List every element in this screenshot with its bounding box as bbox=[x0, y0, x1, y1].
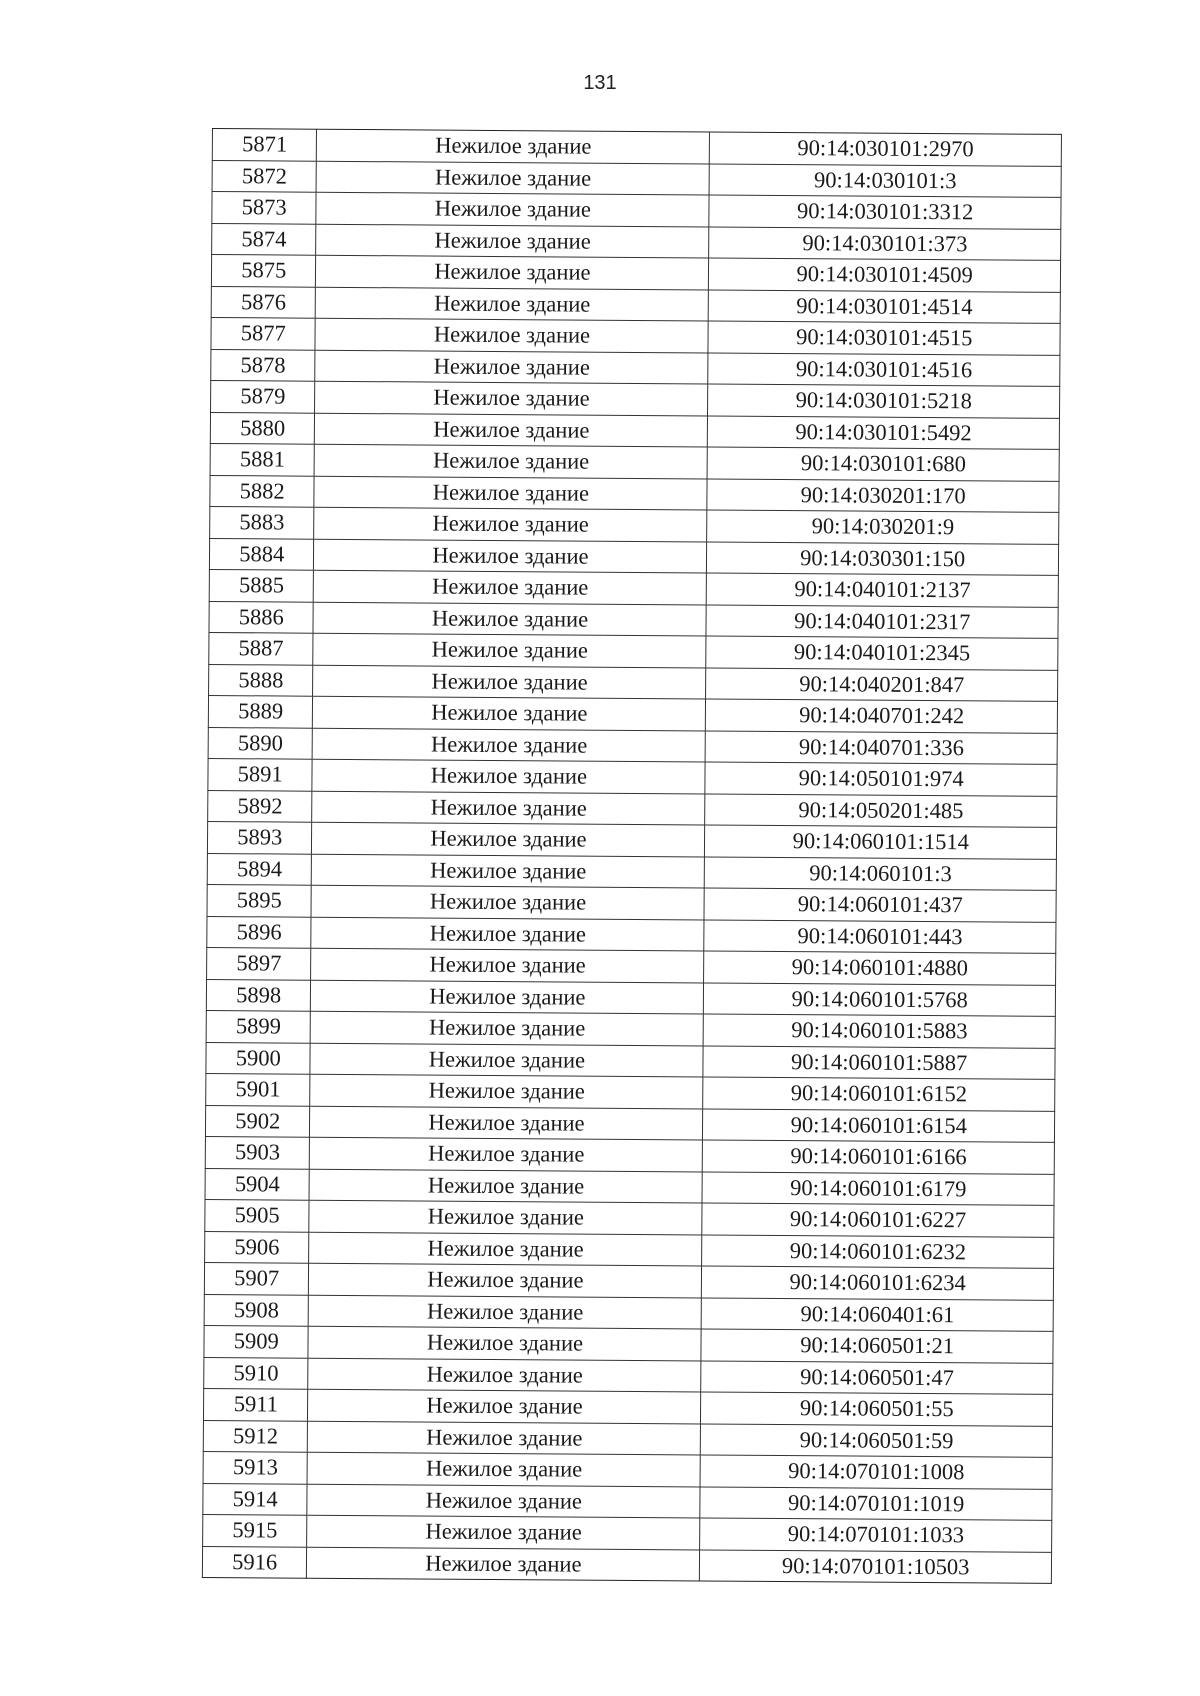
cadastral-number-cell: 90:14:060401:61 bbox=[702, 1297, 1054, 1331]
cadastral-number-cell: 90:14:040101:2345 bbox=[706, 636, 1058, 670]
object-name-cell: Нежилое здание bbox=[314, 476, 707, 510]
cadastral-number-cell: 90:14:060101:6234 bbox=[702, 1266, 1054, 1300]
object-name-cell: Нежилое здание bbox=[312, 854, 705, 888]
cadastral-number-cell: 90:14:030101:373 bbox=[709, 226, 1061, 260]
cadastral-number-cell: 90:14:060101:3 bbox=[705, 856, 1057, 890]
cadastral-number-cell: 90:14:030101:4516 bbox=[708, 352, 1060, 386]
object-name-cell: Нежилое здание bbox=[317, 129, 710, 163]
property-registry-table bbox=[202, 128, 1062, 1584]
cadastral-number-cell: 90:14:060101:1514 bbox=[705, 825, 1057, 859]
object-name-cell: Нежилое здание bbox=[309, 1263, 702, 1297]
row-number-cell: 5885 bbox=[209, 569, 314, 601]
object-name-cell: Нежилое здание bbox=[310, 1137, 703, 1171]
object-name-cell: Нежилое здание bbox=[316, 192, 709, 226]
row-number-cell: 5897 bbox=[207, 947, 312, 979]
row-number-cell: 5913 bbox=[203, 1451, 308, 1483]
cadastral-number-cell: 90:14:030201:170 bbox=[707, 478, 1059, 512]
object-name-cell: Нежилое здание bbox=[313, 633, 706, 667]
row-number-cell: 5888 bbox=[209, 664, 314, 696]
row-number-cell: 5871 bbox=[212, 129, 317, 161]
row-number-cell: 5915 bbox=[203, 1514, 308, 1546]
object-name-cell: Нежилое здание bbox=[315, 444, 708, 478]
object-name-cell: Нежилое здание bbox=[308, 1421, 701, 1455]
row-number-cell: 5882 bbox=[210, 475, 315, 507]
cadastral-number-cell: 90:14:030101:3312 bbox=[709, 195, 1061, 229]
cadastral-number-cell: 90:14:040101:2317 bbox=[706, 604, 1058, 638]
row-number-cell: 5916 bbox=[202, 1546, 307, 1578]
row-number-cell: 5901 bbox=[206, 1073, 311, 1105]
row-number-cell: 5879 bbox=[211, 380, 316, 412]
cadastral-number-cell: 90:14:060101:6232 bbox=[702, 1234, 1054, 1268]
object-name-cell: Нежилое здание bbox=[316, 224, 709, 258]
row-number-cell: 5894 bbox=[207, 853, 312, 885]
object-name-cell: Нежилое здание bbox=[313, 696, 706, 730]
cadastral-number-cell: 90:14:030101:4515 bbox=[708, 321, 1060, 355]
object-name-cell: Нежилое здание bbox=[307, 1547, 700, 1581]
row-number-cell: 5896 bbox=[207, 916, 312, 948]
row-number-cell: 5893 bbox=[207, 821, 312, 853]
row-number-cell: 5873 bbox=[212, 192, 317, 224]
object-name-cell: Нежилое здание bbox=[316, 287, 709, 321]
object-name-cell: Нежилое здание bbox=[315, 413, 708, 447]
row-number-cell: 5904 bbox=[205, 1168, 310, 1200]
object-name-cell: Нежилое здание bbox=[308, 1358, 701, 1392]
object-name-cell: Нежилое здание bbox=[310, 1106, 703, 1140]
object-name-cell: Нежилое здание bbox=[308, 1389, 701, 1423]
row-number-cell: 5874 bbox=[212, 223, 317, 255]
cadastral-number-cell: 90:14:040701:242 bbox=[706, 699, 1058, 733]
cadastral-number-cell: 90:14:060101:6152 bbox=[703, 1077, 1055, 1111]
cadastral-number-cell: 90:14:030101:5218 bbox=[708, 384, 1060, 418]
object-name-cell: Нежилое здание bbox=[308, 1452, 701, 1486]
row-number-cell: 5914 bbox=[203, 1483, 308, 1515]
cadastral-number-cell: 90:14:060101:6179 bbox=[702, 1171, 1054, 1205]
cadastral-number-cell: 90:14:040701:336 bbox=[706, 730, 1058, 764]
cadastral-number-cell: 90:14:060101:6227 bbox=[702, 1203, 1054, 1237]
row-number-cell: 5890 bbox=[208, 727, 313, 759]
object-name-cell: Нежилое здание bbox=[309, 1200, 702, 1234]
cadastral-number-cell: 90:14:060501:55 bbox=[701, 1392, 1053, 1426]
object-name-cell: Нежилое здание bbox=[311, 1011, 704, 1045]
object-name-cell: Нежилое здание bbox=[313, 602, 706, 636]
cadastral-number-cell: 90:14:030101:4509 bbox=[709, 258, 1061, 292]
object-name-cell: Нежилое здание bbox=[307, 1515, 700, 1549]
object-name-cell: Нежилое здание bbox=[309, 1232, 702, 1266]
object-name-cell: Нежилое здание bbox=[314, 539, 707, 573]
object-name-cell: Нежилое здание bbox=[313, 728, 706, 762]
object-name-cell: Нежилое здание bbox=[314, 507, 707, 541]
cadastral-number-cell: 90:14:070101:10503 bbox=[700, 1549, 1052, 1583]
row-number-cell: 5883 bbox=[210, 506, 315, 538]
row-number-cell: 5906 bbox=[205, 1231, 310, 1263]
row-number-cell: 5872 bbox=[212, 160, 317, 192]
row-number-cell: 5881 bbox=[210, 443, 315, 475]
object-name-cell: Нежилое здание bbox=[313, 665, 706, 699]
cadastral-number-cell: 90:14:060101:5768 bbox=[704, 982, 1056, 1016]
row-number-cell: 5880 bbox=[210, 412, 315, 444]
cadastral-number-cell: 90:14:060101:443 bbox=[704, 919, 1056, 953]
cadastral-number-cell: 90:14:060501:59 bbox=[701, 1423, 1053, 1457]
row-number-cell: 5911 bbox=[203, 1388, 308, 1420]
row-number-cell: 5876 bbox=[211, 286, 316, 318]
object-name-cell: Нежилое здание bbox=[307, 1484, 700, 1518]
cadastral-number-cell: 90:14:070101:1019 bbox=[700, 1486, 1052, 1520]
object-name-cell: Нежилое здание bbox=[312, 822, 705, 856]
row-number-cell: 5910 bbox=[204, 1357, 309, 1389]
cadastral-number-cell: 90:14:060101:4880 bbox=[704, 951, 1056, 985]
row-number-cell: 5907 bbox=[204, 1262, 309, 1294]
cadastral-number-cell: 90:14:060101:6166 bbox=[703, 1140, 1055, 1174]
cadastral-number-cell: 90:14:030101:5492 bbox=[708, 415, 1060, 449]
cadastral-number-cell: 90:14:030101:4514 bbox=[709, 289, 1061, 323]
object-name-cell: Нежилое здание bbox=[315, 318, 708, 352]
object-name-cell: Нежилое здание bbox=[311, 948, 704, 982]
row-number-cell: 5909 bbox=[204, 1325, 309, 1357]
cadastral-number-cell: 90:14:060101:5887 bbox=[703, 1045, 1055, 1079]
object-name-cell: Нежилое здание bbox=[311, 885, 704, 919]
object-name-cell: Нежилое здание bbox=[317, 161, 710, 195]
row-number-cell: 5889 bbox=[208, 695, 313, 727]
object-name-cell: Нежилое здание bbox=[311, 917, 704, 951]
row-number-cell: 5887 bbox=[209, 632, 314, 664]
row-number-cell: 5891 bbox=[208, 758, 313, 790]
object-name-cell: Нежилое здание bbox=[312, 759, 705, 793]
object-name-cell: Нежилое здание bbox=[310, 1074, 703, 1108]
row-number-cell: 5905 bbox=[205, 1199, 310, 1231]
cadastral-number-cell: 90:14:030101:2970 bbox=[710, 132, 1062, 166]
table-row bbox=[202, 1546, 1051, 1583]
row-number-cell: 5898 bbox=[206, 979, 311, 1011]
row-number-cell: 5895 bbox=[207, 884, 312, 916]
object-name-cell: Нежилое здание bbox=[309, 1295, 702, 1329]
cadastral-number-cell: 90:14:030301:150 bbox=[707, 541, 1059, 575]
object-name-cell: Нежилое здание bbox=[315, 350, 708, 384]
cadastral-number-cell: 90:14:060101:5883 bbox=[704, 1014, 1056, 1048]
object-name-cell: Нежилое здание bbox=[310, 1043, 703, 1077]
object-name-cell: Нежилое здание bbox=[315, 381, 708, 415]
cadastral-number-cell: 90:14:060101:6154 bbox=[703, 1108, 1055, 1142]
row-number-cell: 5908 bbox=[204, 1294, 309, 1326]
cadastral-number-cell: 90:14:060501:47 bbox=[701, 1360, 1053, 1394]
cadastral-number-cell: 90:14:050101:974 bbox=[705, 762, 1057, 796]
row-number-cell: 5877 bbox=[211, 317, 316, 349]
object-name-cell: Нежилое здание bbox=[314, 570, 707, 604]
row-number-cell: 5912 bbox=[203, 1420, 308, 1452]
row-number-cell: 5878 bbox=[211, 349, 316, 381]
cadastral-number-cell: 90:14:030201:9 bbox=[707, 510, 1059, 544]
cadastral-number-cell: 90:14:060501:21 bbox=[701, 1329, 1053, 1363]
row-number-cell: 5875 bbox=[211, 255, 316, 287]
table-body bbox=[202, 129, 1061, 1584]
cadastral-number-cell: 90:14:050201:485 bbox=[705, 793, 1057, 827]
cadastral-number-cell: 90:14:070101:1008 bbox=[700, 1455, 1052, 1489]
cadastral-number-cell: 90:14:030101:3 bbox=[709, 163, 1061, 197]
row-number-cell: 5899 bbox=[206, 1010, 311, 1042]
row-number-cell: 5902 bbox=[205, 1105, 310, 1137]
cadastral-number-cell: 90:14:070101:1033 bbox=[700, 1518, 1052, 1552]
object-name-cell: Нежилое здание bbox=[308, 1326, 701, 1360]
row-number-cell: 5886 bbox=[209, 601, 314, 633]
object-name-cell: Нежилое здание bbox=[310, 1169, 703, 1203]
cadastral-number-cell: 90:14:040101:2137 bbox=[707, 573, 1059, 607]
row-number-cell: 5892 bbox=[208, 790, 313, 822]
page-number: 131 bbox=[583, 72, 617, 94]
row-number-cell: 5884 bbox=[209, 538, 314, 570]
cadastral-number-cell: 90:14:060101:437 bbox=[704, 888, 1056, 922]
object-name-cell: Нежилое здание bbox=[312, 791, 705, 825]
row-number-cell: 5900 bbox=[206, 1042, 311, 1074]
cadastral-number-cell: 90:14:030101:680 bbox=[707, 447, 1059, 481]
row-number-cell: 5903 bbox=[205, 1136, 310, 1168]
object-name-cell: Нежилое здание bbox=[316, 255, 709, 289]
cadastral-number-cell: 90:14:040201:847 bbox=[706, 667, 1058, 701]
object-name-cell: Нежилое здание bbox=[311, 980, 704, 1014]
